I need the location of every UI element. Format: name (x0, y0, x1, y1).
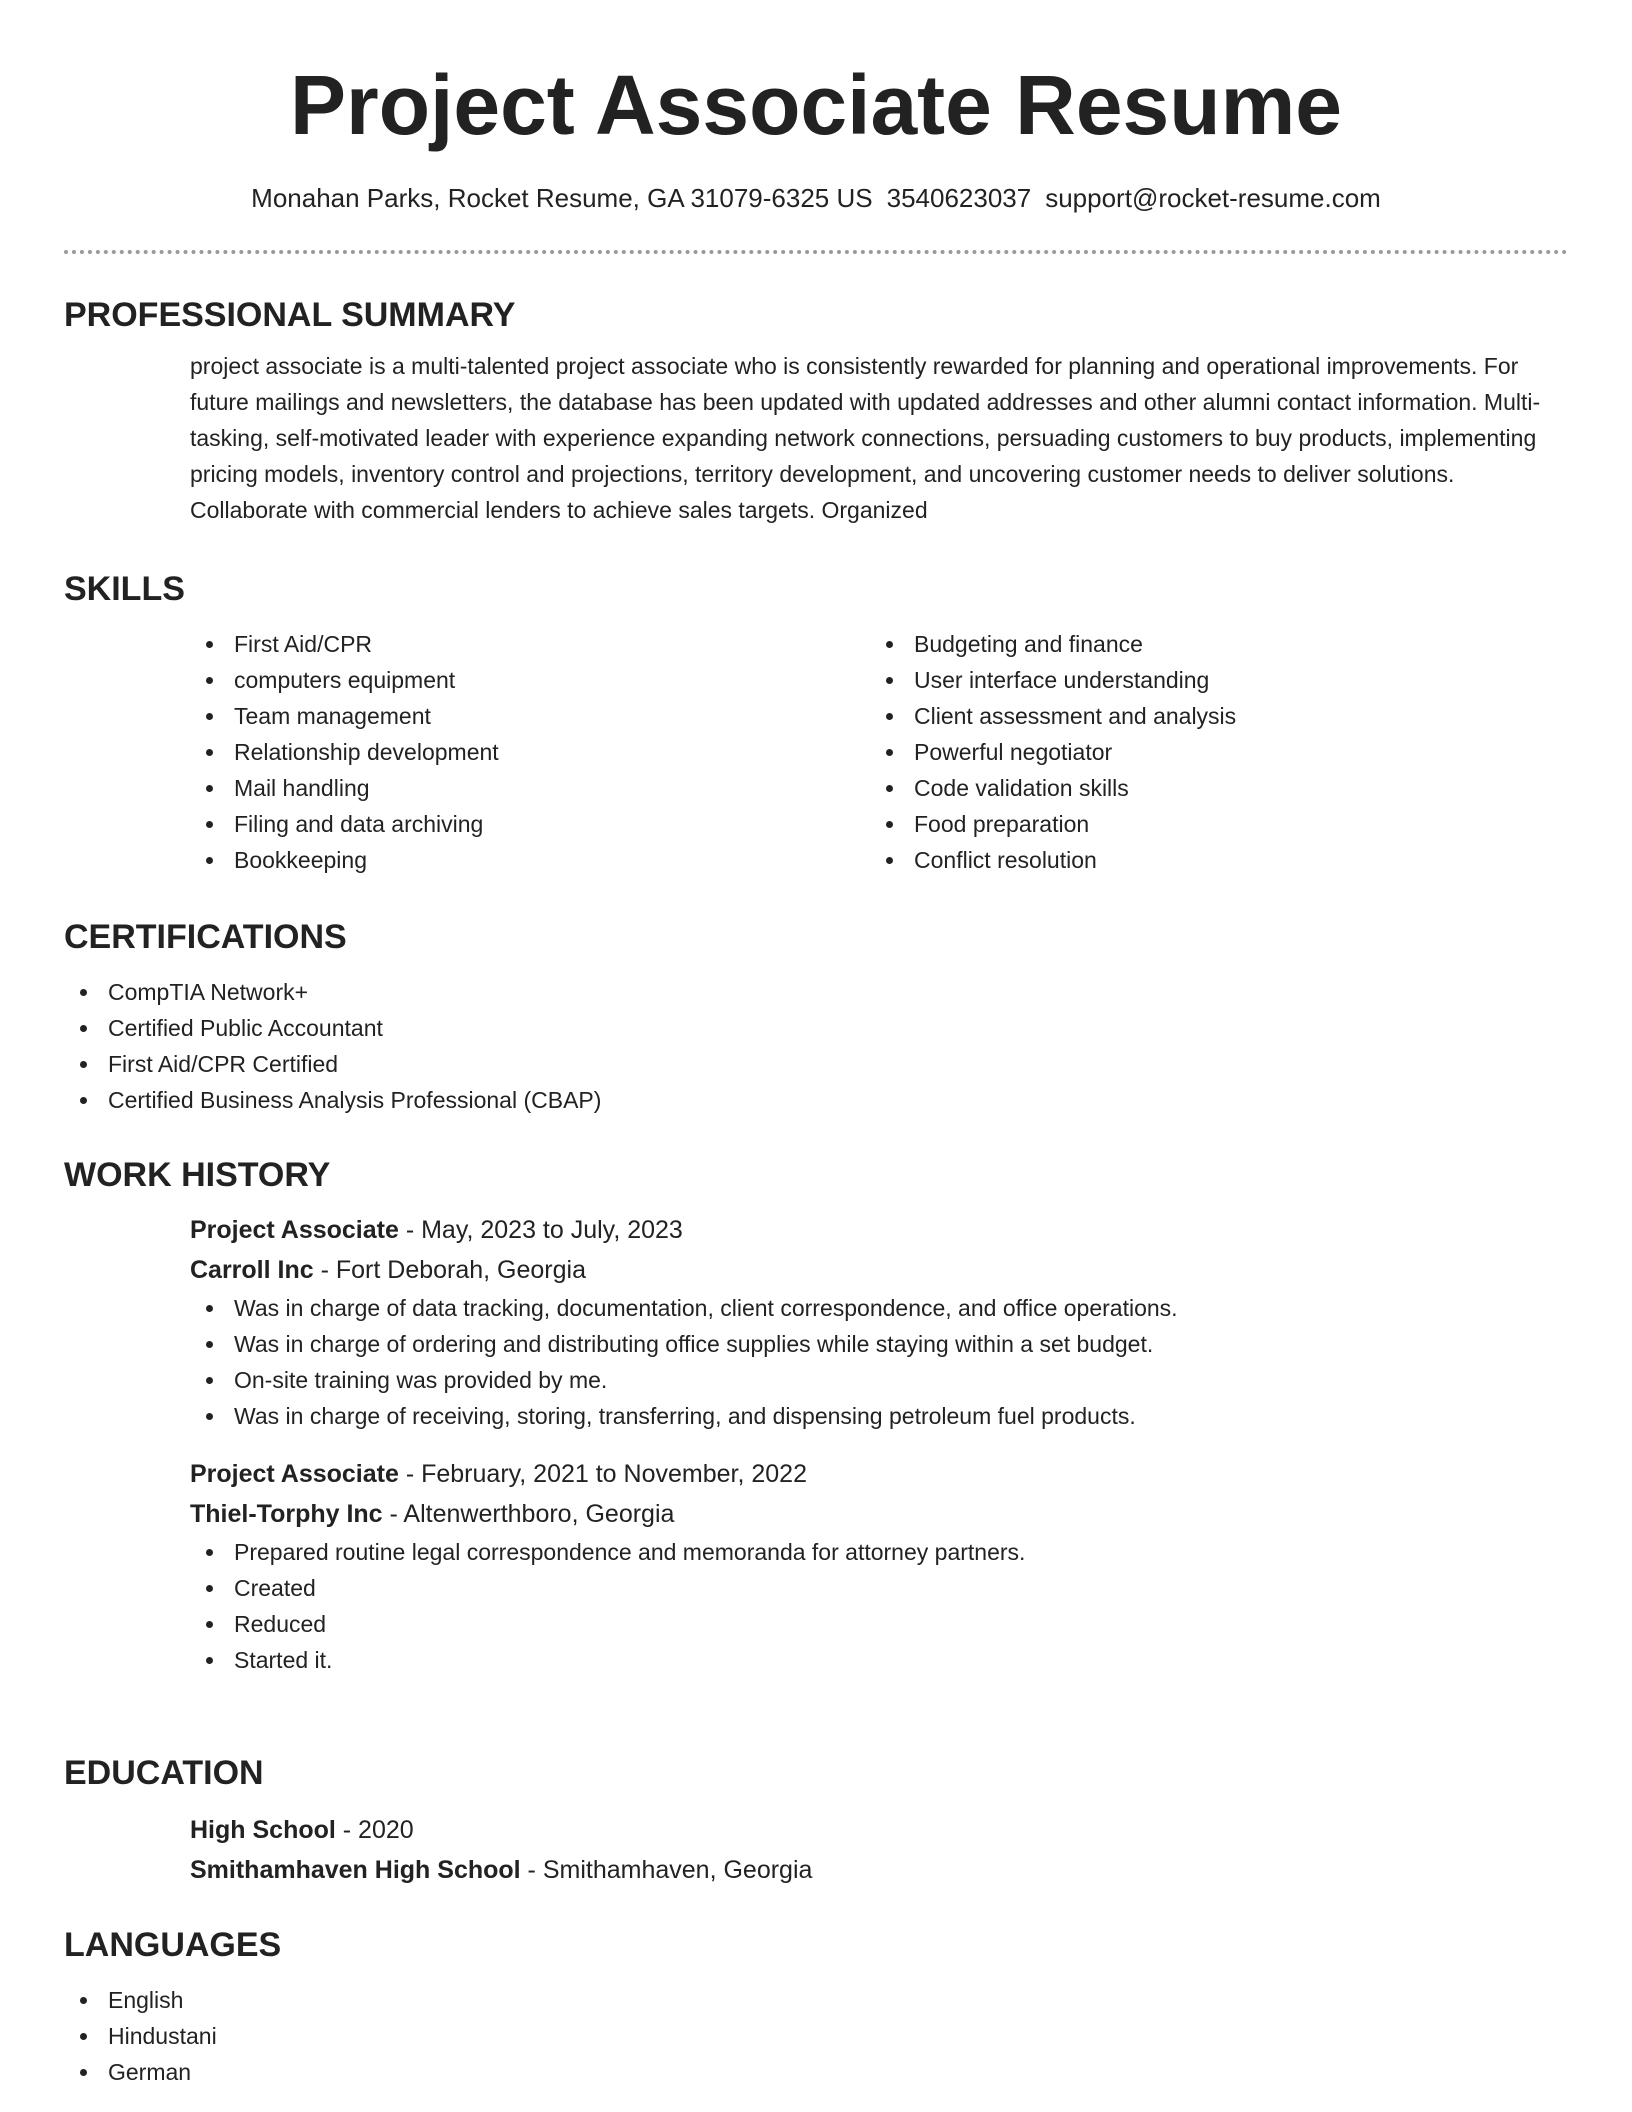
job-duty-item: Was in charge of receiving, storing, transferring, and dispensing petroleum fuel products. (190, 1398, 1568, 1434)
job-dates: - May, 2023 to July, 2023 (398, 1216, 683, 1244)
job-company-line (190, 1250, 1568, 1290)
job-entry (190, 1454, 1568, 1678)
contact-address: Monahan Parks, Rocket Resume, GA 31079-6325 US (251, 183, 873, 213)
certifications-list (64, 974, 1568, 1118)
contact-phone: 3540623037 (886, 183, 1032, 213)
job-duty-item: Was in charge of ordering and distributing office supplies while staying within a set budget. (190, 1326, 1568, 1362)
certification-item: Certified Public Accountant (64, 1010, 1568, 1046)
skill-item: Code validation skills (870, 770, 1550, 806)
language-item: English (64, 1982, 1568, 2018)
header-divider (64, 250, 1568, 254)
education-degree-line (190, 1810, 1568, 1850)
education-year: - 2020 (335, 1816, 414, 1844)
job-location: - Altenwerthboro, Georgia (382, 1500, 675, 1528)
skill-item: Food preparation (870, 806, 1550, 842)
job-entry (190, 1210, 1568, 1434)
job-company-line (190, 1494, 1568, 1534)
education-heading: EDUCATION (64, 1754, 264, 1792)
skills-left-list (190, 626, 870, 878)
education-school: Smithamhaven High School (190, 1856, 521, 1884)
skills-right-list (870, 626, 1550, 878)
contact-email: support@rocket-resume.com (1045, 183, 1381, 213)
certification-item: First Aid/CPR Certified (64, 1046, 1568, 1082)
job-duty-item: Was in charge of data tracking, documentation, client correspondence, and office operations. (190, 1290, 1568, 1326)
education-degree: High School (190, 1816, 336, 1844)
job-location: - Fort Deborah, Georgia (313, 1256, 586, 1284)
certification-item: CompTIA Network+ (64, 974, 1568, 1010)
education-entry (190, 1810, 1568, 1890)
skills-grid (190, 626, 1568, 878)
skill-item: Mail handling (190, 770, 870, 806)
skill-item: Budgeting and finance (870, 626, 1550, 662)
job-duty-item: Created (190, 1570, 1568, 1606)
work-history-heading: WORK HISTORY (64, 1156, 331, 1194)
job-dates: - February, 2021 to November, 2022 (398, 1460, 807, 1488)
education-location: - Smithamhaven, Georgia (520, 1856, 813, 1884)
skill-item: User interface understanding (870, 662, 1550, 698)
skill-item: Team management (190, 698, 870, 734)
certifications-heading: CERTIFICATIONS (64, 918, 347, 956)
certifications-section (64, 914, 1568, 1118)
summary-text: project associate is a multi-talented project associate who is consistently rewarded for planning and operational improvements. For future mailings and newsletters, the database has been updated with updated addresses and other alumni contact information. Multi-tasking, self-motivated leader with experience expanding network connections, persuading customers to buy products, implementing pricing models, inventory control and projections, territory development, and uncovering customer needs to deliver solutions. Collaborate with commercial lenders to achieve sales targets. Organized (190, 353, 1541, 523)
job-duty-item: Prepared routine legal correspondence and memoranda for attorney partners. (190, 1534, 1568, 1570)
job-duties-list (190, 1534, 1568, 1678)
certification-item: Certified Business Analysis Professional (CBAP) (64, 1082, 1568, 1118)
job-title-line (190, 1454, 1568, 1494)
work-history-section (64, 1152, 1568, 1678)
skill-item: Powerful negotiator (870, 734, 1550, 770)
job-company: Carroll Inc (190, 1256, 314, 1284)
skills-section (64, 566, 1568, 878)
summary-section (64, 292, 1568, 528)
summary-heading: PROFESSIONAL SUMMARY (64, 296, 516, 334)
skill-item: Bookkeeping (190, 842, 870, 878)
resume-title: Project Associate Resume (289, 58, 1342, 152)
contact-line (64, 178, 1568, 218)
skill-item: First Aid/CPR (190, 626, 870, 662)
skills-heading: SKILLS (64, 570, 185, 608)
job-title: Project Associate (190, 1216, 399, 1244)
job-title: Project Associate (190, 1460, 399, 1488)
languages-heading: LANGUAGES (64, 1926, 282, 1964)
job-company: Thiel-Torphy Inc (190, 1500, 383, 1528)
skill-item: Conflict resolution (870, 842, 1550, 878)
language-item: German (64, 2054, 1568, 2090)
skill-item: Relationship development (190, 734, 870, 770)
job-duty-item: Started it. (190, 1642, 1568, 1678)
education-section (64, 1750, 1568, 1890)
languages-list (64, 1982, 1568, 2090)
skill-item: Filing and data archiving (190, 806, 870, 842)
job-title-line (190, 1210, 1568, 1250)
education-school-line (190, 1850, 1568, 1890)
skill-item: Client assessment and analysis (870, 698, 1550, 734)
language-item: Hindustani (64, 2018, 1568, 2054)
job-duty-item: On-site training was provided by me. (190, 1362, 1568, 1398)
skill-item: computers equipment (190, 662, 870, 698)
languages-section (64, 1922, 1568, 2090)
job-duties-list (190, 1290, 1568, 1434)
job-duty-item: Reduced (190, 1606, 1568, 1642)
